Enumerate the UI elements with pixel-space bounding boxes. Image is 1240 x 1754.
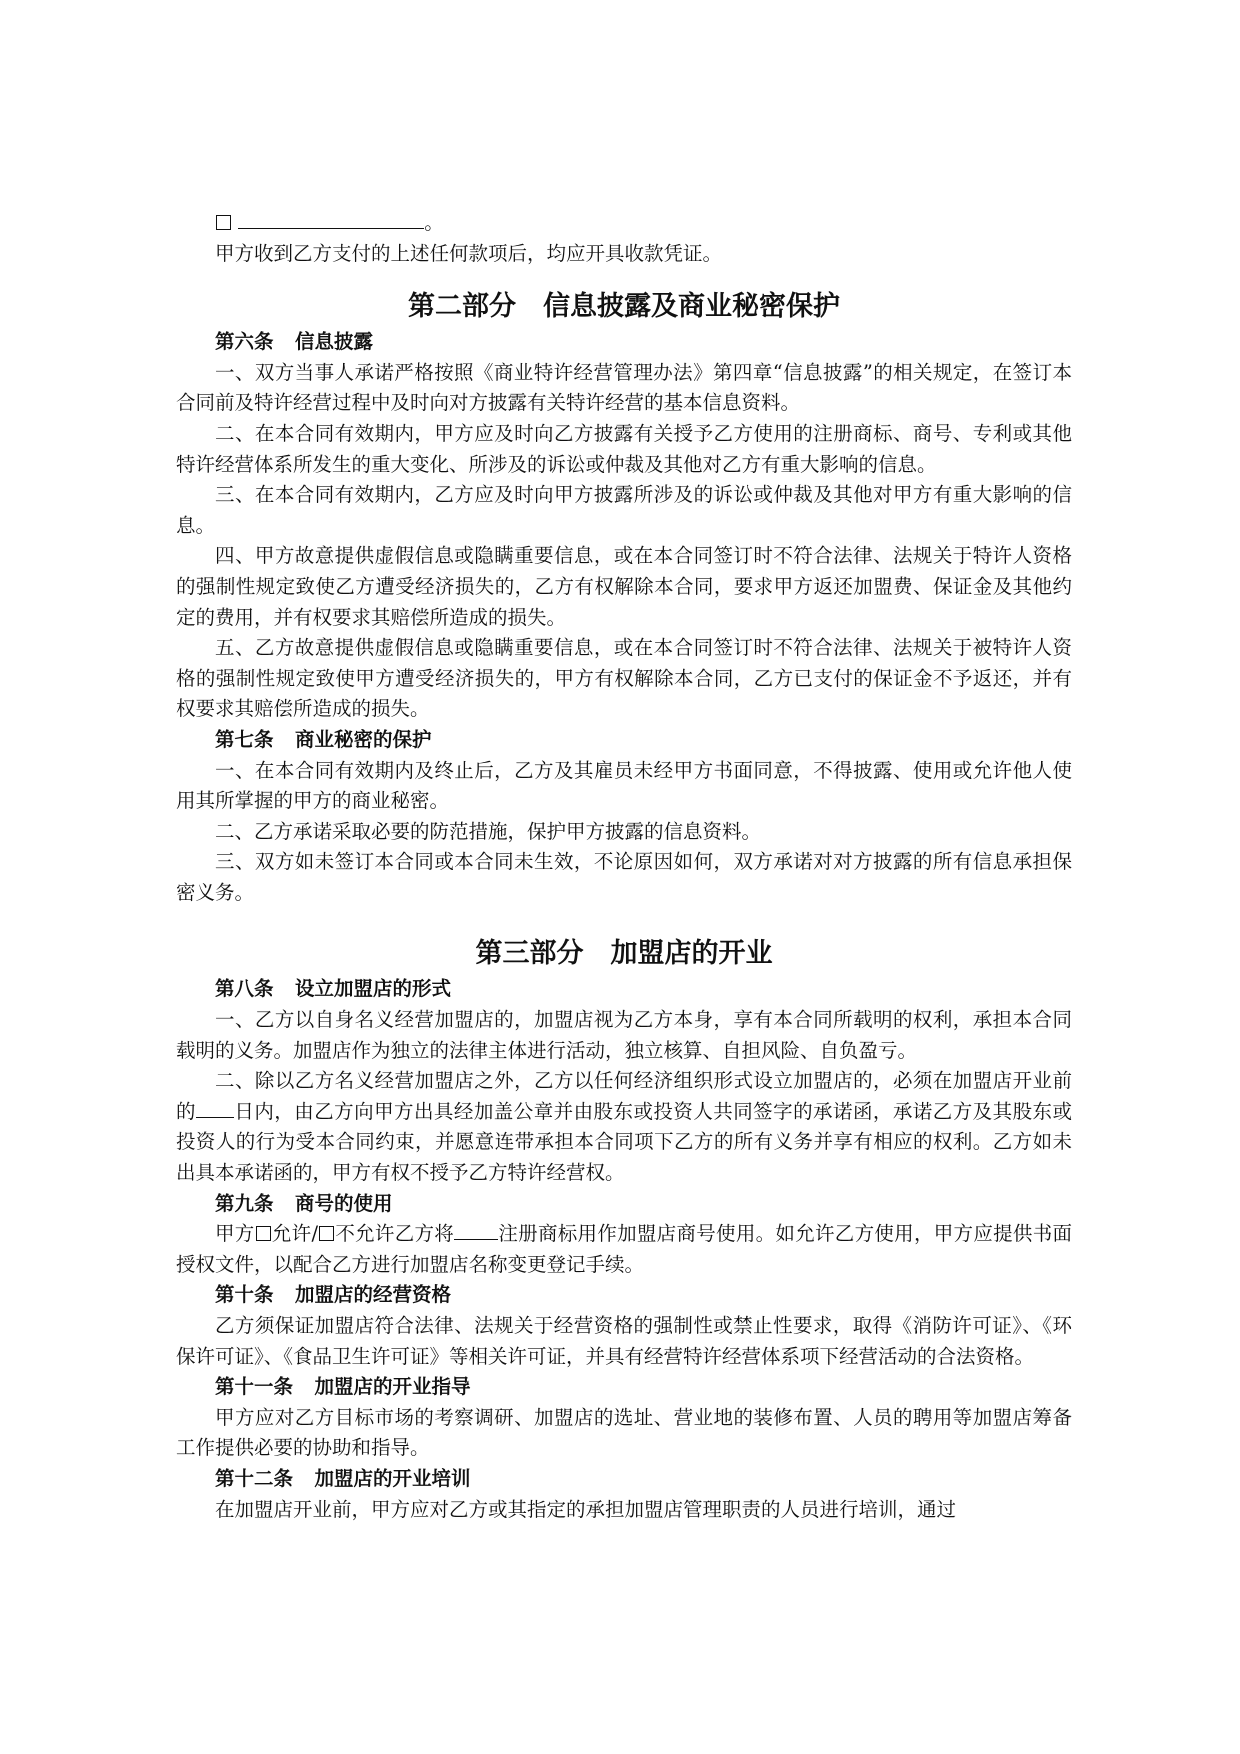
part3-title: 第三部分 加盟店的开业 — [475, 938, 773, 970]
article10-clause-1: 乙方须保证加盟店符合法律、法规关于经营资格的强制性或禁止性要求，取得《消防许可证》、《环保许可证》、《食品卫生许可证》等相关许可证，并具有经营特许经营体系项下经营活动的合法资格。 — [176, 1314, 1072, 1368]
article11-number: 第十一条 — [215, 1375, 294, 1399]
article7-title: 商业秘密的保护 — [294, 727, 432, 751]
article9-text-d: 注册商标用作加盟店商号使用。如允许乙方使用，甲方应提供书面授权文件，以配合乙方进行加盟店名称变更登记手续。 — [176, 1222, 1072, 1276]
article7-clause-1: 一、在本合同有效期内及终止后，乙方及其雇员未经甲方书面同意，不得披露、使用或允许他人使用其所掌握的甲方的商业秘密。 — [176, 758, 1072, 813]
article9-text-c: 不允许乙方将 — [335, 1222, 455, 1246]
article7-heading — [176, 725, 1072, 756]
article9-text-a: 甲方 — [215, 1222, 255, 1246]
article8-clause-2-part-a: 二、除以乙方名义经营加盟店之外，乙方以任何经济组织形式设立加盟店的，必须在加盟店开业前的 — [176, 1069, 1072, 1123]
fill-in-blank[interactable] — [238, 210, 424, 229]
trademark-blank[interactable] — [454, 1221, 498, 1240]
article6-number: 第六条 — [215, 330, 274, 354]
article9-clause-1 — [176, 1219, 1072, 1280]
article12-number: 第十二条 — [215, 1466, 294, 1490]
allow-checkbox-icon[interactable] — [256, 1226, 271, 1241]
article6-clause-2: 二、在本合同有效期内，甲方应及时向乙方披露有关授予乙方使用的注册商标、商号、专利或其他特许经营体系所发生的重大变化、所涉及的诉讼或仲裁及其他对乙方有重大影响的信息。 — [176, 421, 1072, 476]
article6-title: 信息披露 — [294, 330, 373, 354]
document-page — [176, 208, 1072, 1525]
article9-number: 第九条 — [215, 1191, 274, 1215]
part2-title: 第二部分 信息披露及商业秘密保护 — [408, 291, 840, 323]
article10-number: 第十条 — [215, 1283, 274, 1307]
article8-number: 第八条 — [215, 977, 274, 1001]
article6-clause-5: 五、乙方故意提供虚假信息或隐瞒重要信息，或在本合同签订时不符合法律、法规关于被特许人资格的强制性规定致使甲方遭受经济损失的，甲方有权解除本合同，乙方已支付的保证金不予返还，并有权要求其赔偿所造成的损失。 — [176, 636, 1072, 721]
article8-title: 设立加盟店的形式 — [294, 977, 451, 1001]
article8-clause-1: 一、乙方以自身名义经营加盟店的，加盟店视为乙方本身，享有本合同所载明的权利，承担本合同载明的义务。加盟店作为独立的法律主体进行活动，独立核算、自担风险、自负盈亏。 — [176, 1008, 1072, 1062]
blank-option-line — [176, 208, 1072, 239]
checkbox-icon[interactable] — [216, 215, 231, 230]
article9-heading — [176, 1189, 1072, 1220]
days-blank[interactable] — [196, 1099, 234, 1118]
receipt-paragraph: 甲方收到乙方支付的上述任何款项后，均应开具收款凭证。 — [215, 241, 723, 265]
article9-title: 商号的使用 — [294, 1191, 393, 1215]
article7-number: 第七条 — [215, 727, 274, 751]
article11-title: 加盟店的开业指导 — [314, 1375, 471, 1399]
article12-title: 加盟店的开业培训 — [314, 1466, 471, 1490]
article12-heading — [176, 1464, 1072, 1495]
blank-tail: 。 — [424, 211, 444, 234]
article11-clause-1: 甲方应对乙方目标市场的考察调研、加盟店的选址、营业地的装修布置、人员的聘用等加盟店筹备工作提供必要的协助和指导。 — [176, 1405, 1072, 1460]
article7-clause-3: 三、双方如未签订本合同或本合同未生效，不论原因如何，双方承诺对对方披露的所有信息承担保密义务。 — [176, 850, 1072, 904]
article10-title: 加盟店的经营资格 — [294, 1283, 451, 1307]
article8-clause-2-part-b: 日内，由乙方向甲方出具经加盖公章并由股东或投资人共同签字的承诺函，承诺乙方及其股东或投资人的行为受本合同约束，并愿意连带承担本合同项下乙方的所有义务并享有相应的权利。乙方如未出具本承诺函的，甲方有权不授予乙方特许经营权。 — [176, 1099, 1072, 1185]
article10-heading — [176, 1280, 1072, 1311]
disallow-checkbox-icon[interactable] — [319, 1226, 334, 1241]
article11-heading — [176, 1372, 1072, 1403]
article12-clause-1: 在加盟店开业前，甲方应对乙方或其指定的承担加盟店管理职责的人员进行培训，通过 — [215, 1497, 957, 1521]
article8-heading — [176, 974, 1072, 1005]
article8-clause-2 — [176, 1066, 1072, 1188]
article6-clause-4: 四、甲方故意提供虚假信息或隐瞒重要信息，或在本合同签订时不符合法律、法规关于特许人资格的强制性规定致使乙方遭受经济损失的，乙方有权解除本合同，要求甲方返还加盟费、保证金及其他约定的费用，并有权要求其赔偿所造成的损失。 — [176, 544, 1072, 629]
article9-text-b: 允许/ — [271, 1222, 319, 1246]
article6-clause-1: 一、双方当事人承诺严格按照《商业特许经营管理办法》第四章“信息披露”的相关规定，在签订本合同前及特许经营过程中及时向对方披露有关特许经营的基本信息资料。 — [176, 360, 1072, 415]
article6-heading — [176, 327, 1072, 358]
article7-clause-2: 二、乙方承诺采取必要的防范措施，保护甲方披露的信息资料。 — [215, 819, 762, 843]
article6-clause-3: 三、在本合同有效期内，乙方应及时向甲方披露所涉及的诉讼或仲裁及其他对甲方有重大影响的信息。 — [176, 483, 1072, 537]
